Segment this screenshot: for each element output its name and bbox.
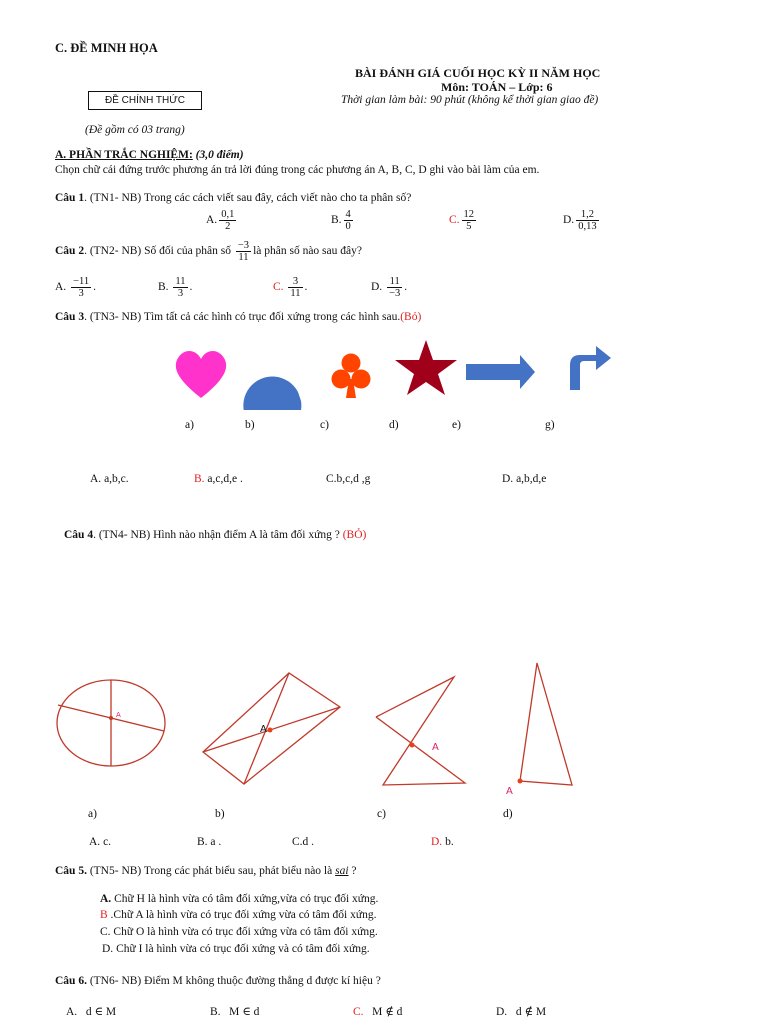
q6-option-a: A. d ∈ M [66, 1006, 117, 1018]
q5-option-d: D. Chữ I là hình vừa có trục đối xứng và có tâm đối xứng. [102, 943, 370, 955]
part-a-heading [55, 149, 244, 161]
part-a-title: A. PHẦN TRẮC NGHIỆM: [55, 149, 193, 161]
q3-fig-label-c: c) [320, 419, 329, 431]
heart-shape [176, 351, 226, 398]
q3-fig-label-a: a) [185, 419, 194, 431]
q2-option-c: C. $\frac{3}{11}$ . [273, 276, 308, 300]
exam-time: Thời gian làm bài: 90 phút (không kể thời gian giao đề) [341, 94, 599, 106]
q3-fig-label-b: b) [245, 419, 255, 431]
part-a-points: (3,0 điểm) [195, 149, 244, 161]
star-shape [395, 340, 457, 395]
q2-label: Câu 2 [55, 245, 85, 258]
q4-point-a: A [116, 711, 121, 719]
q4-point-d: A [506, 786, 513, 797]
section-title: C. ĐỀ MINH HỌA [55, 41, 158, 55]
q1-option-c: C. $\frac{12}{5}$ [449, 209, 475, 233]
q4-note: (BỎ) [342, 529, 367, 541]
q3-option-c: C.b,c,d ,g [326, 473, 371, 485]
circle-tab-shape [243, 377, 301, 410]
q4-fig-label-d: d) [503, 808, 513, 820]
q1-option-b: B. $\frac{4}{0}$ [331, 209, 351, 233]
q5-option-c: C. Chữ O là hình vừa có trục đối xứng vừa có tâm đối xứng. [100, 926, 378, 938]
q5-emph: sai [335, 865, 349, 877]
part-a-instruction: Chọn chữ cái đứng trước phương án trả lời đúng trong các phương án A, B, C, D ghi vào bài làm của em. [55, 164, 540, 176]
q5-option-a: A. Chữ H là hình vừa có tâm đối xứng,vừa có trục đối xứng. [100, 893, 379, 905]
q3-label: Câu 3 [55, 311, 85, 323]
q1-text: . (TN1- NB) Trong các cách viết sau đây, cách viết nào cho ta phân số? [84, 192, 412, 204]
q3-option-b: B. a,c,d,e . [194, 473, 243, 485]
q4-fig-circle [57, 680, 165, 766]
q6-label: Câu 6. [55, 975, 87, 987]
q4-fig-label-c: c) [377, 808, 386, 820]
question-3: Câu 3. (TN3- NB) Tìm tất cả các hình có trục đối xứng trong các hình sau.(Bỏ) [55, 311, 422, 323]
q3-fig-label-d: d) [389, 419, 399, 431]
q2-option-a: A. $\frac{-11}{3}$ . [55, 276, 96, 300]
page-count: (Đề gồm có 03 trang) [85, 124, 185, 136]
q3-option-a: A. a,b,c. [90, 473, 129, 485]
q4-label: Câu 4 [64, 529, 94, 541]
q3-fig-label-g: g) [545, 419, 555, 431]
q4-fig-bowtie [376, 677, 465, 785]
q1-label: Câu 1 [55, 192, 85, 204]
question-6: Câu 6. (TN6- NB) Điểm M không thuộc đường thẳng d được kí hiệu ? [55, 975, 381, 987]
q4-option-c: C.d . [292, 836, 315, 848]
q3-fig-label-e: e) [452, 419, 461, 431]
official-box: ĐỀ CHÍNH THỨC [88, 91, 202, 110]
q2-option-d: D. $\frac{11}{-3}$ . [371, 276, 408, 300]
q3-note: (Bỏ) [400, 311, 422, 323]
q4-option-a: A. c. [89, 836, 112, 848]
q4-option-d: D. b. [431, 836, 454, 848]
question-2: Câu 2. (TN2- NB) Số đối của phân số $\frac{-3}{11}$ là phân số nào sau đây? [55, 240, 362, 264]
q4-figures [50, 655, 590, 800]
exam-subject: Môn: TOÁN – Lớp: 6 [441, 80, 553, 94]
q4-point-b: A [260, 724, 267, 735]
exam-title: BÀI ĐÁNH GIÁ CUỐI HỌC KỲ II NĂM HỌC [355, 66, 601, 80]
question-4: Câu 4. (TN4- NB) Hình nào nhận điểm A là tâm đối xứng ? (BỎ) [64, 529, 367, 541]
q4-fig-label-a: a) [88, 808, 97, 820]
q5-option-b: B .Chữ A là hình vừa có trục đối xứng vừa có tâm đối xứng. [100, 909, 377, 921]
q2-option-b: B. $\frac{11}{3}$ . [158, 276, 193, 300]
q6-option-c: C. M ∉ d [353, 1006, 403, 1018]
q1-option-a: A. $\frac{0,1}{2}$ [206, 209, 235, 233]
q4-option-b: B. a . [197, 836, 222, 848]
question-1 [55, 192, 411, 204]
q6-option-d: D. d ∉ M [496, 1006, 547, 1018]
question-5: Câu 5. (TN5- NB) Trong các phát biểu sau, phát biểu nào là sai ? [55, 865, 357, 877]
bent-arrow-shape [570, 346, 611, 390]
q6-option-b: B. M ∈ d [210, 1006, 260, 1018]
club-shape [332, 354, 371, 399]
q4-point-c: A [432, 742, 439, 753]
q1-option-d: D. $\frac{1,2}{0,13}$ [563, 209, 597, 233]
q4-fig-triangle [520, 663, 572, 785]
q3-figures [170, 335, 620, 410]
q4-fig-label-b: b) [215, 808, 225, 820]
q3-option-d: D. a,b,d,e [502, 473, 547, 485]
arrow-shape [466, 355, 535, 389]
q5-label: Câu 5. [55, 865, 87, 877]
